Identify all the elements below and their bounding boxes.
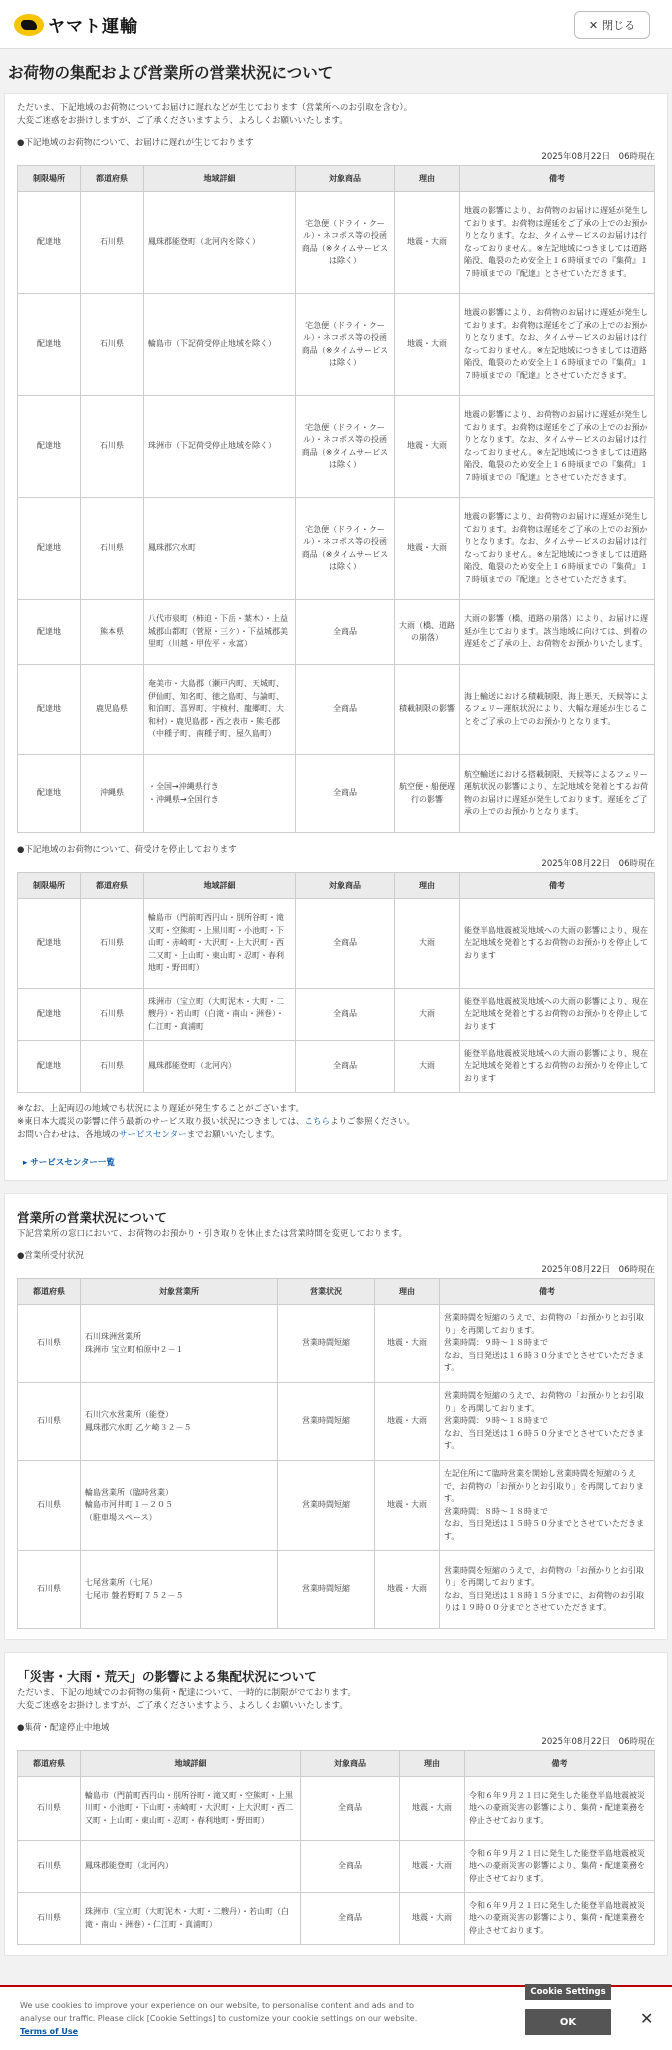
- cell-detail: 輪島市（下記荷受停止地域を除く）: [144, 294, 296, 396]
- table-row: [18, 755, 655, 833]
- cell-office: 七尾営業所（七尾） 七尾市 盤若野町７５２－５: [81, 1551, 278, 1629]
- note-text: ※東日本大震災の影響に伴う最新のサービス取り扱い状況につきましては、: [17, 1117, 305, 1127]
- cell-detail: 鳳珠郡能登町（北河内を除く）: [144, 192, 296, 294]
- table-row: [18, 1305, 655, 1383]
- note-line: ※なお、上記両辺の地域でも状況により遅延が発生することがございます。: [17, 1104, 304, 1114]
- col-header: 都道府県: [18, 1279, 81, 1305]
- col-header: 対象営業所: [81, 1279, 278, 1305]
- table-row: [18, 899, 655, 989]
- col-header: 制限場所: [18, 873, 81, 899]
- cell-detail: 輪島市（門前町西円山・別所谷町・滝又町・空熊町・上黒川町・小池町・下山町・赤崎町・大沢町・上大沢町・西二又町・上山町・東山町・忍町・春利地町・野田町）: [81, 1777, 301, 1841]
- cell-place: 配達地: [18, 294, 81, 396]
- cell-pref: 石川県: [81, 396, 144, 498]
- cell-product: 全商品: [296, 665, 395, 755]
- cell-note: 航空輸送における搭載制限、天候等によるフェリー運航状況の影響により、左記地域を発着とするお荷物のお届けに遅延が発生しております。遅延をご了承の上でのお預かりとなります。: [460, 755, 655, 833]
- section3-title: 「災害・大雨・荒天」の影響による集配状況について: [17, 1669, 317, 1684]
- cell-pref: 石川県: [18, 1551, 81, 1629]
- cookie-settings-button[interactable]: Cookie Settings: [525, 1984, 611, 2000]
- col-header: 対象商品: [296, 166, 395, 192]
- service-center-list-link[interactable]: [23, 1156, 655, 1168]
- cell-note: 営業時間を短縮のうえで、お荷物の「お預かりとお引取り」を再開しております。 なお、当日発送は１８時１５分までに、お荷物のお引取りは１９時００分までとさせていただきます。: [440, 1551, 655, 1629]
- cell-note: 地震の影響により、お荷物のお届けに遅延が発生しております。お荷物は遅延をご了承の上でのお預かりとなります。なお、タイムサービスのお届けは行なっておりません。※左記地域につきましては道路陥没、亀裂のため安全上１６時頃までの『集荷』１７時頃までの『配達』とさせていただきます。: [460, 396, 655, 498]
- cell-note: 営業時間を短縮のうえで、お荷物の「お預かりとお引取り」を再開しております。 営業時間：９時～１８時まで なお、当日発送は１６時３０分までとさせていただきます。: [440, 1305, 655, 1383]
- cell-place: 配達地: [18, 1041, 81, 1093]
- cell-product: 宅急便（ドライ・クール）・ネコポス等の投函商品（※タイムサービスは除く）: [296, 498, 395, 600]
- service-center-link[interactable]: サービスセンター: [119, 1130, 187, 1140]
- cell-detail: 奄美市・大島郡（瀬戸内町、天城町、伊仙町、知名町、徳之島町、与論町、和泊町、喜界町、宇検村、龍郷町、大和村）・鹿児島郡・西之表市・熊毛郡（中種子町、南種子町、屋久島町）: [144, 665, 296, 755]
- cell-reason: 積載制限の影響: [395, 665, 460, 755]
- disaster-table: [17, 1750, 655, 1945]
- section2-intro: 下記営業所の窓口において、お荷物のお預かり・引き取りを休止または営業時間を変更しております。: [17, 1229, 408, 1239]
- cell-place: 配達地: [18, 498, 81, 600]
- delivery-status-section: [4, 93, 668, 1181]
- cell-status: 営業時間短縮: [278, 1383, 375, 1461]
- close-button[interactable]: [574, 11, 650, 39]
- cell-office: 石川穴水営業所（能登） 鳳珠郡穴水町 乙ケ崎３２－５: [81, 1383, 278, 1461]
- table-header-row: [18, 1751, 655, 1777]
- table-row: [18, 192, 655, 294]
- col-header: 備考: [460, 873, 655, 899]
- page-title: お荷物の集配および営業所の営業状況について: [8, 64, 334, 82]
- cell-note: 能登半島地震被災地域への大雨の影響により、現在左記地域を発着とするお荷物のお預かりを停止しております: [460, 989, 655, 1041]
- col-header: 制限場所: [18, 166, 81, 192]
- cell-place: 配達地: [18, 600, 81, 665]
- table-row: [18, 396, 655, 498]
- cell-detail: 珠洲市（下記荷受停止地域を除く）: [144, 396, 296, 498]
- cell-pref: 石川県: [81, 294, 144, 396]
- cell-product: 宅急便（ドライ・クール）・ネコポス等の投函商品（※タイムサービスは除く）: [296, 396, 395, 498]
- cell-reason: 地震・大雨: [395, 498, 460, 600]
- note-line: [17, 1129, 655, 1142]
- cell-note: 令和６年９月２１日に発生した能登半島地震被災地への豪雨災害の影響により、集荷・配達業務を停止させております。: [465, 1841, 655, 1893]
- cell-product: 全商品: [296, 755, 395, 833]
- table-row: [18, 665, 655, 755]
- cell-status: 営業時間短縮: [278, 1551, 375, 1629]
- cell-note: 能登半島地震被災地域への大雨の影響により、現在左記地域を発着とするお荷物のお預かりを停止しております: [460, 1041, 655, 1093]
- cell-status: 営業時間短縮: [278, 1461, 375, 1551]
- cell-reason: 地震・大雨: [400, 1777, 465, 1841]
- notes: [17, 1103, 655, 1142]
- table-header-row: [18, 1279, 655, 1305]
- cell-pref: 石川県: [81, 989, 144, 1041]
- cell-detail: 鳳珠郡能登町（北河内）: [144, 1041, 296, 1093]
- cell-note: 令和６年９月２１日に発生した能登半島地震被災地への豪雨災害の影響により、集荷・配達業務を停止させております。: [465, 1777, 655, 1841]
- cell-pref: 石川県: [81, 1041, 144, 1093]
- cell-detail: 八代市泉町（柿迫・下岳・葉木）・上益城郡山都町（菅原・三ケ）・下益城郡美里町（川越・甲佐平・永富）: [144, 600, 296, 665]
- office-table: [17, 1278, 655, 1629]
- cell-pref: 熊本県: [81, 600, 144, 665]
- col-header: 都道府県: [81, 166, 144, 192]
- cell-pref: 石川県: [18, 1777, 81, 1841]
- service-center-list-label: サービスセンター一覧: [30, 1158, 115, 1168]
- stop-date: 2025年08月22日 06時現在: [541, 859, 655, 869]
- stop-table: [17, 872, 655, 1093]
- cell-detail: 珠洲市（宝立町（大町泥木・大町・二艘丹）・若山町（白滝・南山・洲巻）・仁江町・真浦町: [144, 989, 296, 1041]
- col-header: 備考: [440, 1279, 655, 1305]
- cell-reason: 大雨（橋、道路の崩落）: [395, 600, 460, 665]
- cell-note: 左記住所にて臨時営業を開始し営業時間を短縮のうえで、お荷物の「お預かりとお引取り」を再開しております。 営業時間：８時～１８時まで なお、当日発送は１５時５０分までとさせていただきます。: [440, 1461, 655, 1551]
- stop-label: ●下記地域のお荷物について、荷受けを停止しております: [17, 845, 237, 855]
- note-text: お問い合わせは、各地域の: [17, 1130, 120, 1140]
- close-button-label: 閉じる: [602, 19, 636, 32]
- col-header: 理由: [375, 1279, 440, 1305]
- table-row: [18, 1841, 655, 1893]
- section1-intro: [17, 102, 655, 128]
- cell-note: 大雨の影響（橋、道路の崩落）により、お届けに遅延が生じております。該当地域に向けては、到着の遅延をご了承の上、お荷物をお預かりいたします。: [460, 600, 655, 665]
- table-row: [18, 498, 655, 600]
- cell-detail: 輪島市（門前町西円山・別所谷町・滝又町・空熊町・上黒川町・小池町・下山町・赤崎町・大沢町・上大沢町・西二又町・上山町・東山町・忍町・春利地町・野田町）: [144, 899, 296, 989]
- col-header: 理由: [400, 1751, 465, 1777]
- cell-place: 配達地: [18, 989, 81, 1041]
- cell-product: 宅急便（ドライ・クール）・ネコポス等の投函商品（※タイムサービスは除く）: [296, 294, 395, 396]
- note-text: よりご参照ください。: [329, 1117, 415, 1127]
- cell-reason: 大雨: [395, 989, 460, 1041]
- cell-reason: 地震・大雨: [375, 1461, 440, 1551]
- cell-reason: 大雨: [395, 1041, 460, 1093]
- cell-note: 能登半島地震被災地域への大雨の影響により、現在左記地域を発着とするお荷物のお預かりを停止しております: [460, 899, 655, 989]
- cell-pref: 石川県: [18, 1383, 81, 1461]
- site-header: [0, 0, 672, 49]
- delay-table: [17, 165, 655, 833]
- section3-date: 2025年08月22日 06時現在: [541, 1737, 655, 1747]
- table-header-row: [18, 166, 655, 192]
- cell-reason: 地震・大雨: [375, 1305, 440, 1383]
- cell-detail: 珠洲市（宝立町（大町泥木・大町・二艘丹）・若山町（白滝・南山・洲巻）・仁江町・真浦町）: [81, 1893, 301, 1945]
- cell-pref: 沖縄県: [81, 755, 144, 833]
- cell-pref: 石川県: [18, 1461, 81, 1551]
- cell-reason: 大雨: [395, 899, 460, 989]
- close-icon[interactable]: ✕: [640, 2009, 654, 2028]
- cell-office: 輪島営業所（臨時営業） 輪島市河井町１－２０５ （駐車場スペース）: [81, 1461, 278, 1551]
- table-row: [18, 989, 655, 1041]
- table-row: [18, 1893, 655, 1945]
- cookie-ok-button[interactable]: OK: [525, 2009, 611, 2035]
- table-header-row: [18, 873, 655, 899]
- cell-pref: 石川県: [18, 1305, 81, 1383]
- cell-status: 営業時間短縮: [278, 1305, 375, 1383]
- table-row: [18, 1551, 655, 1629]
- intro-line: ただいま、下記地域のお荷物についてお届けに遅れなどが生じております（営業所へのお引取を含む）。: [17, 103, 413, 113]
- cell-pref: 石川県: [81, 192, 144, 294]
- col-header: 地域詳細: [144, 873, 296, 899]
- col-header: 備考: [465, 1751, 655, 1777]
- yamato-logo[interactable]: [14, 12, 138, 37]
- cell-product: 全商品: [296, 899, 395, 989]
- col-header: 備考: [460, 166, 655, 192]
- intro-line: ただいま、下記の地域でのお荷物の集荷・配達について、一時的に制限がでております。: [17, 1688, 356, 1698]
- cell-note: 地震の影響により、お荷物のお届けに遅延が発生しております。お荷物は遅延をご了承の上でのお預かりとなります。なお、タイムサービスのお届けは行なっておりません。※左記地域につきましては道路陥没、亀裂のため安全上１６時頃までの『集荷』１７時頃までの『配達』とさせていただきます。: [460, 498, 655, 600]
- table-row: [18, 600, 655, 665]
- cell-detail: ・全国→沖縄県行き ・沖縄県→全国行き: [144, 755, 296, 833]
- cell-reason: 地震・大雨: [395, 192, 460, 294]
- black-cat-logo-icon: [14, 14, 44, 36]
- cell-detail: 鳳珠郡能登町（北河内）: [81, 1841, 301, 1893]
- section2-title: 営業所の営業状況について: [17, 1210, 167, 1225]
- table-row: [18, 1461, 655, 1551]
- col-header: 都道府県: [81, 873, 144, 899]
- cell-pref: 石川県: [81, 498, 144, 600]
- cell-product: 全商品: [301, 1841, 400, 1893]
- table-row: [18, 1777, 655, 1841]
- cookie-message: [20, 1999, 440, 2038]
- office-status-section: [4, 1193, 668, 1640]
- cell-reason: 地震・大雨: [400, 1893, 465, 1945]
- intro-line: 大変ご迷惑をお掛けしますが、ご了承くださいますよう、よろしくお願いいたします。: [17, 1701, 348, 1711]
- section3-label: ●集荷・配達停止中地域: [17, 1723, 110, 1733]
- delay-date: 2025年08月22日 06時現在: [541, 152, 655, 162]
- cell-place: 配達地: [18, 899, 81, 989]
- cell-note: 海上輸送における積載制限、海上悪天、天候等によるフェリー運航状況により、大幅な遅延が生じることをご了承の上でのお預かりとなります。: [460, 665, 655, 755]
- section2-date: 2025年08月22日 06時現在: [541, 1265, 655, 1275]
- note-line: [17, 1116, 655, 1129]
- cell-office: 石川珠洲営業所 珠洲市 宝立町柏原中２－１: [81, 1305, 278, 1383]
- cell-reason: 地震・大雨: [400, 1841, 465, 1893]
- cell-place: 配達地: [18, 755, 81, 833]
- disaster-info-link[interactable]: こちら: [304, 1117, 330, 1127]
- section2-label: ●営業所受付状況: [17, 1251, 84, 1261]
- section3-intro: [17, 1687, 655, 1713]
- col-header: 営業状況: [278, 1279, 375, 1305]
- cell-product: 全商品: [296, 989, 395, 1041]
- delay-label: ●下記地域のお荷物について、お届けに遅れが生じております: [17, 138, 254, 148]
- cell-product: 全商品: [296, 600, 395, 665]
- cell-reason: 地震・大雨: [395, 396, 460, 498]
- col-header: 地域詳細: [81, 1751, 301, 1777]
- cell-place: 配達地: [18, 665, 81, 755]
- col-header: 対象商品: [296, 873, 395, 899]
- cell-product: 全商品: [301, 1777, 400, 1841]
- cell-reason: 航空便・船便遅行の影響: [395, 755, 460, 833]
- cell-product: 全商品: [301, 1893, 400, 1945]
- cell-place: 配達地: [18, 192, 81, 294]
- logo-text: ヤマト運輸: [48, 17, 138, 37]
- col-header: 対象商品: [301, 1751, 400, 1777]
- cell-pref: 石川県: [18, 1893, 81, 1945]
- cell-reason: 地震・大雨: [395, 294, 460, 396]
- disaster-status-section: [4, 1652, 668, 1956]
- cell-reason: 地震・大雨: [375, 1383, 440, 1461]
- cell-note: 令和６年９月２１日に発生した能登半島地震被災地への豪雨災害の影響により、集荷・配達業務を停止させております。: [465, 1893, 655, 1945]
- cell-note: 地震の影響により、お荷物のお届けに遅延が発生しております。お荷物は遅延をご了承の上でのお預かりとなります。なお、タイムサービスのお届けは行なっておりません。※左記地域につきましては道路陥没、亀裂のため安全上１６時頃までの『集荷』１７時頃までの『配達』とさせていただきます。: [460, 192, 655, 294]
- col-header: 都道府県: [18, 1751, 81, 1777]
- cell-reason: 地震・大雨: [375, 1551, 440, 1629]
- table-row: [18, 1383, 655, 1461]
- table-row: [18, 1041, 655, 1093]
- terms-of-use-link[interactable]: Terms of Use: [20, 2027, 79, 2036]
- cookie-message-text: We use cookies to improve your experience on our website, to personalise content and ads and to analyse our traffic. Please click [Cookie Settings] to customize your cookie settings on our website.: [20, 2001, 418, 2023]
- note-text: までお願いいたします。: [186, 1130, 280, 1140]
- cell-pref: 石川県: [81, 899, 144, 989]
- cell-product: 全商品: [296, 1041, 395, 1093]
- col-header: 理由: [395, 873, 460, 899]
- col-header: 理由: [395, 166, 460, 192]
- cell-note: 営業時間を短縮のうえで、お荷物の「お預かりとお引取り」を再開しております。 営業時間：９時～１８時まで なお、当日発送は１６時５０分までとさせていただきます。: [440, 1383, 655, 1461]
- cell-detail: 鳳珠郡穴水町: [144, 498, 296, 600]
- cell-product: 宅急便（ドライ・クール）・ネコポス等の投函商品（※タイムサービスは除く）: [296, 192, 395, 294]
- bullet-icon: ▸: [23, 1158, 31, 1168]
- cell-note: 地震の影響により、お荷物のお届けに遅延が発生しております。お荷物は遅延をご了承の上でのお預かりとなります。なお、タイムサービスのお届けは行なっておりません。※左記地域につきましては道路陥没、亀裂のため安全上１６時頃までの『集荷』１７時頃までの『配達』とさせていただきます。: [460, 294, 655, 396]
- close-icon: ✕: [588, 18, 599, 32]
- table-row: [18, 294, 655, 396]
- cell-pref: 鹿児島県: [81, 665, 144, 755]
- col-header: 地域詳細: [144, 166, 296, 192]
- cell-place: 配達地: [18, 396, 81, 498]
- cell-pref: 石川県: [18, 1841, 81, 1893]
- intro-line: 大変ご迷惑をお掛けしますが、ご了承くださいますよう、よろしくお願いいたします。: [17, 116, 348, 126]
- cookie-banner: [0, 1985, 672, 2050]
